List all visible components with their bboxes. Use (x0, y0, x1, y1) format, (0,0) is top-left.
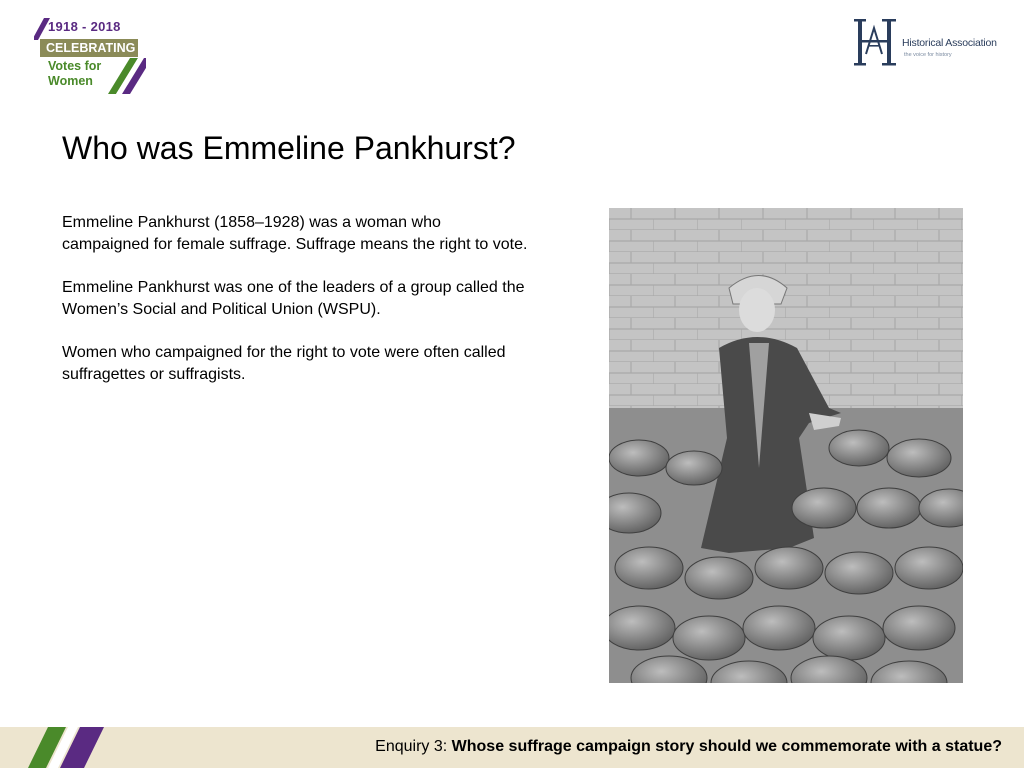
logo-years: 1918 - 2018 (48, 19, 121, 34)
paragraph-dates: Emmeline Pankhurst (1858–1928) was a woman who campaigned for female suffrage. Suffrage means the right to vote. (62, 214, 528, 253)
footer-banner (0, 727, 1024, 768)
ha-monogram-icon (852, 18, 900, 68)
votes-for-women-logo (34, 18, 146, 94)
footer-stripes-icon (28, 727, 118, 768)
photo-illustration (609, 208, 963, 683)
slide-body (62, 212, 532, 407)
logo-celebrating: CELEBRATING (40, 39, 138, 57)
slide-title: Who was Emmeline Pankhurst? (62, 130, 516, 166)
logo-votes-line2: Women (48, 74, 93, 88)
paragraph-wspu: Emmeline Pankhurst was one of the leaders of a group called the Women’s Social and Political Union (WSPU). (62, 279, 525, 318)
historical-association-logo (852, 18, 1012, 70)
pankhurst-photo (609, 208, 963, 683)
enquiry-question (375, 738, 1002, 756)
logo-votes-line1: Votes for (48, 59, 102, 73)
ha-tagline: the voice for history (904, 52, 952, 58)
logo-votes-text (48, 59, 101, 89)
ha-name: Historical Association (902, 37, 997, 49)
paragraph-suffragettes: Women who campaigned for the right to vote were often called suffragettes or suffragists. (62, 344, 506, 383)
enquiry-prefix: Enquiry 3: (375, 738, 452, 755)
enquiry-text: Whose suffrage campaign story should we commemorate with a statue? (451, 738, 1002, 755)
